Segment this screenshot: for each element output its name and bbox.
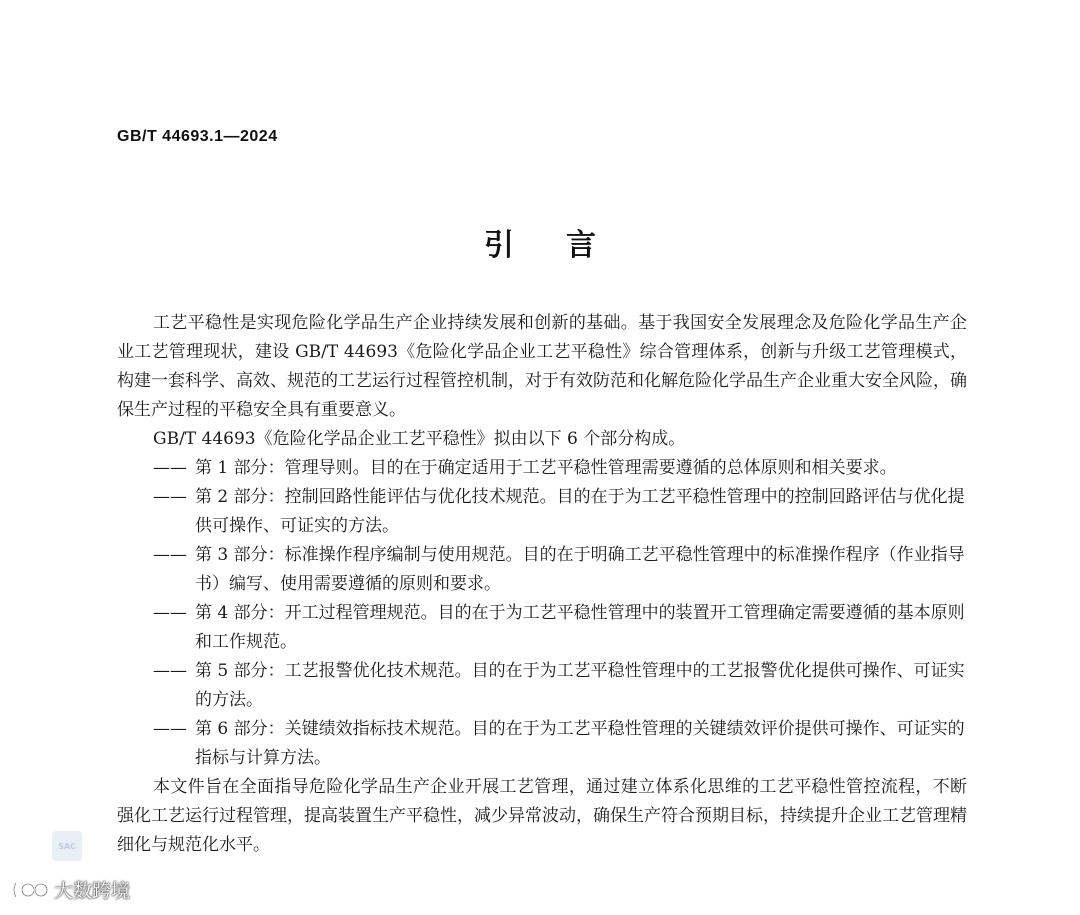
list-item bbox=[117, 657, 967, 715]
part-description: 第 5 部分：工艺报警优化技术规范。目的在于为工艺平稳性管理中的工艺报警优化提供可操作、可证实的方法。 bbox=[195, 661, 965, 710]
list-dash: —— bbox=[153, 603, 187, 623]
brand-watermark bbox=[10, 876, 130, 903]
parts-intro-paragraph: GB/T 44693《危险化学品企业工艺平稳性》拟由以下 6 个部分构成。 bbox=[153, 429, 686, 449]
intro-paragraph: 工艺平稳性是实现危险化学品生产企业持续发展和创新的基础。基于我国安全发展理念及危险化学品生产企业工艺管理现状，建设 GB/T 44693《危险化学品企业工艺平稳性》综合管理体系，创新与升级工艺管理模式，构建一套科学、高效、规范的工艺运行过程管控机制，对于有效防范和化解危险化学品生产企业重大安全风险，确保生产过程的平稳安全具有重要意义。 bbox=[117, 313, 967, 420]
list-dash: —— bbox=[153, 545, 187, 565]
parts-list bbox=[117, 454, 967, 773]
list-item bbox=[117, 599, 967, 657]
brand-text: 大数跨境 bbox=[54, 880, 131, 902]
closing-paragraph: 本文件旨在全面指导危险化学品生产企业开展工艺管理，通过建立体系化思维的工艺平稳性管控流程，不断强化工艺运行过程管理，提高装置生产平稳性，减少异常波动，确保生产符合预期目标，持续提升企业工艺管理精细化与规范化水平。 bbox=[117, 777, 967, 855]
list-dash: —— bbox=[153, 661, 187, 681]
list-dash: —— bbox=[153, 487, 187, 507]
sac-logo-icon: SAC bbox=[52, 831, 82, 861]
list-dash: —— bbox=[153, 719, 187, 739]
part-description: 第 3 部分：标准操作程序编制与使用规范。目的在于明确工艺平稳性管理中的标准操作程序（作业指导书）编写、使用需要遵循的原则和要求。 bbox=[195, 545, 965, 594]
page-title: 引言 bbox=[484, 228, 648, 263]
list-item bbox=[117, 715, 967, 773]
brand-logo-icon bbox=[10, 877, 50, 903]
part-description: 第 2 部分：控制回路性能评估与优化技术规范。目的在于为工艺平稳性管理中的控制回路评估与优化提供可操作、可证实的方法。 bbox=[195, 487, 965, 536]
list-item bbox=[117, 541, 967, 599]
list-item bbox=[117, 454, 967, 483]
part-description: 第 4 部分：开工过程管理规范。目的在于为工艺平稳性管理中的装置开工管理确定需要遵循的基本原则和工作规范。 bbox=[195, 603, 965, 652]
document-body bbox=[117, 309, 967, 860]
list-item bbox=[117, 483, 967, 541]
part-description: 第 6 部分：关键绩效指标技术规范。目的在于为工艺平稳性管理的关键绩效评价提供可操作、可证实的指标与计算方法。 bbox=[195, 719, 965, 768]
part-description: 第 1 部分：管理导则。目的在于确定适用于工艺平稳性管理需要遵循的总体原则和相关要求。 bbox=[195, 458, 897, 478]
standard-number: GB/T 44693.1—2024 bbox=[117, 128, 278, 145]
list-dash: —— bbox=[153, 458, 187, 478]
